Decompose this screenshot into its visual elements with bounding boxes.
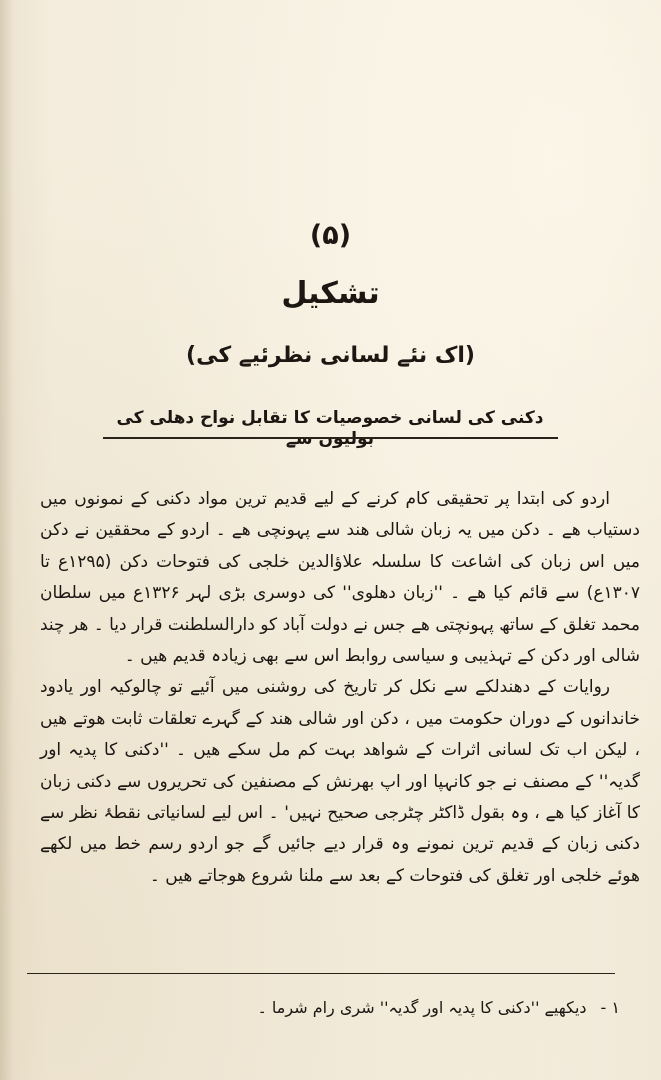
paragraph-2: روایات کے دھندلکے سے نکل کر تاریخ کی روشنی میں آئیے تو چالوکیہ اور یادود خاندانوں کے دوران حکومت میں ، دکن اور شالی ھند کے گہرے تعلقات ثابت ھوتے ھیں ، لیکن اب تک لسانی اثرات کے شواھد بہت کم مل سکے ھیں ۔ ''دکنی کا پدیہ اور گدیہ'' کے مصنف نے جو کانہپا اور اپ بھرنش کے مصنفین کی تحریروں سے دکنی زبان کا آغاز کیا ھے ، وہ بقول ڈاکٹر چٹرجی صحیح نہیں' ۔ اس لیے لسانیاتی نقطۂ نظر سے دکنی زبان کے قدیم ترین نمونے وہ قرار دیے جائیں گے جو اردو رسم خط میں لکھے ھوئے خلجی اور تغلق کی فتوحات کے بعد سے ملنا شروع ھوجاتے ھیں ۔	[40, 677, 640, 886]
footnote	[40, 998, 620, 1017]
footnote-text: دیکھیے ''دکنی کا پدیہ اور گدیہ'' شری رام شرما ۔	[257, 998, 587, 1017]
chapter-number: (۵)	[309, 220, 352, 251]
footnote-divider	[27, 973, 615, 974]
body-text	[40, 484, 640, 892]
section-heading: دکنی کی لسانی خصوصیات کا تقابل نواح دھلی کی بولیوں سے	[116, 408, 544, 449]
chapter-subtitle: (اک نئے لسانی نظرئیے کی)	[186, 343, 475, 368]
footnote-marker: ۱ -	[600, 998, 620, 1017]
binding-shadow	[0, 0, 14, 1080]
chapter-title: تشکیل	[281, 276, 380, 311]
paragraph-1: اردو کی ابتدا پر تحقیقی کام کرنے کے لیے قدیم ترین مواد دکنی کے نمونوں میں دستیاب ھے ۔ دکن میں یہ زبان شالی ھند سے پہونچی ھے ۔ اردو کے محققین نے دکن میں اس زبان کی اشاعت کا سلسلہ علاؤالدین خلجی کی فتوحات دکن (۱۲۹۵ع تا ۱۳۰۷ع) سے قائم کیا ھے ۔ ''زبان دھلوی'' کی دوسری بڑی لہر ۱۳۲۶ع میں سلطان محمد تغلق کے ساتھ پہونچتی ھے جس نے دولت آباد کو دارالسلطنت قرار دیا ۔ ھر چند شالی اور دکن کے تہذیبی و سیاسی روابط اس سے بھی زیادہ قدیم ھیں ۔	[40, 489, 640, 667]
section-heading-underline	[103, 437, 558, 439]
